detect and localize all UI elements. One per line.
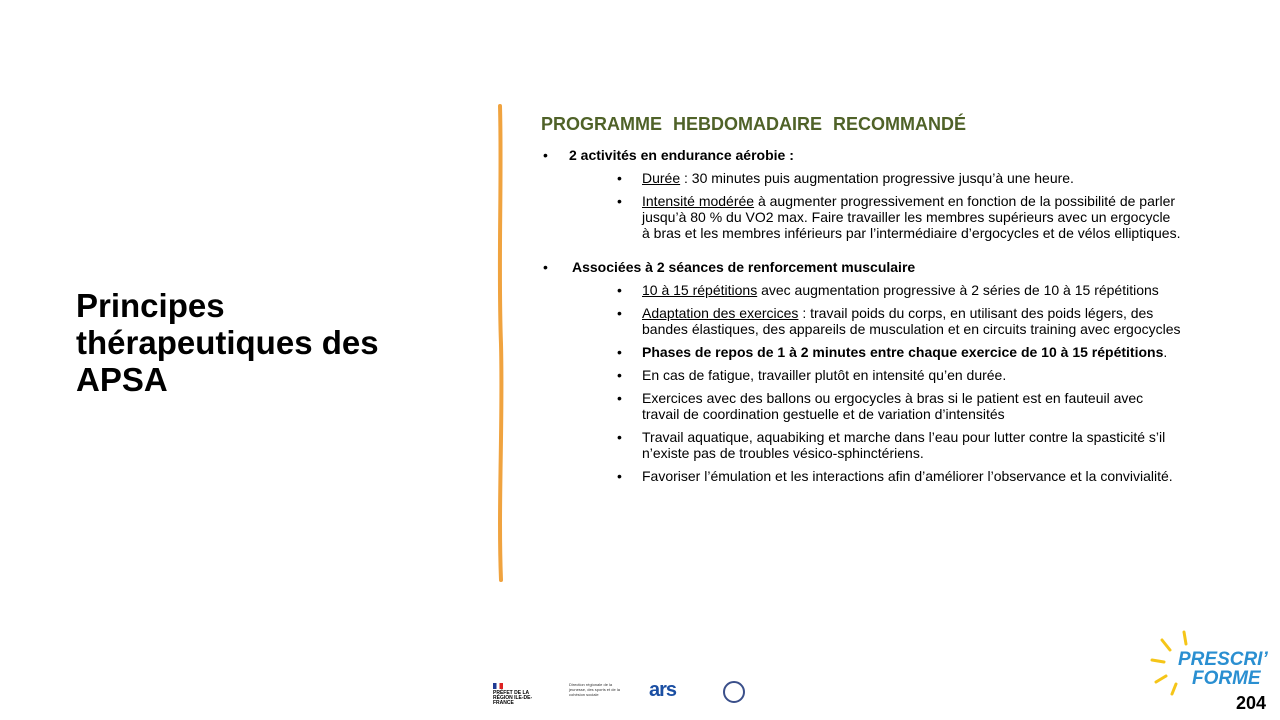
slide-title: Principes thérapeutiques des APSA: [76, 287, 379, 398]
item-text: : 30 minutes puis augmentation progressive jusqu’à une heure.: [680, 170, 1074, 186]
list-item: [569, 429, 1181, 461]
strength-label: Associées à 2 séances de renforcement musculaire: [572, 259, 916, 275]
item-text: avec augmentation progressive à 2 séries de 10 à 15 répétitions: [757, 282, 1159, 298]
item-text: .: [1163, 344, 1168, 360]
bullet: •: [617, 344, 622, 360]
item-text: Travail aquatique, aquabiking et marche dans l’eau pour lutter contre la spasticité s’il n’existe pas de troubles vésico-sphinctériens.: [642, 429, 1166, 461]
bullet: •: [617, 367, 622, 383]
list-item: [569, 367, 1181, 383]
list-item: [569, 344, 1181, 360]
item-text: : travail poids du corps, en utilisant des poids légers, des bandes élastiques, des appareils de musculation et en circuits training avec ergocycles: [642, 305, 1181, 337]
item-lead: 10 à 15 répétitions: [642, 282, 758, 298]
brand-line1: PRESCRI’: [1178, 649, 1268, 670]
list-item: [569, 305, 1181, 337]
item-lead: Durée: [642, 170, 681, 186]
item-text: à augmenter progressivement en fonction de la possibilité de parler jusqu’à 80 % du VO2 max. Faire travailler les membres supérieurs avec un ergocycle à bras et les membres inférieurs par l’intermédiaire d’ergocycles et de vélos elliptiques.: [642, 193, 1181, 241]
brand-text: [1178, 650, 1268, 688]
item-bold: Phases de repos de 1 à 2 minutes entre chaque exercice de 10 à 15 répétitions: [642, 344, 1164, 360]
bullet: •: [543, 259, 548, 275]
drjscs-logo: Direction régionale de la jeunesse, des sports et de la cohésion sociale: [569, 682, 620, 697]
list-item: [569, 390, 1181, 422]
item-text: Favoriser l’émulation et les interactions afin d’améliorer l’observance et la convivialité.: [642, 468, 1173, 484]
list-item: [541, 147, 1181, 241]
bullet: •: [617, 468, 622, 484]
bullet: •: [617, 429, 622, 445]
seal-logo: [719, 679, 749, 715]
item-lead: Intensité modérée: [642, 193, 755, 209]
bullet: •: [617, 193, 622, 209]
bullet: •: [617, 305, 622, 321]
item-lead: Adaptation des exercices: [642, 305, 799, 321]
item-text: Exercices avec des ballons ou ergocycles à bras si le patient est en fauteuil avec travail de coordination gestuelle et de variation d’intensités: [642, 390, 1144, 422]
orange-divider-line: [493, 104, 507, 582]
bullet: •: [543, 147, 548, 163]
list-item: [569, 468, 1181, 484]
list-item: [541, 259, 1181, 484]
list-item: [569, 170, 1181, 186]
item-text: En cas de fatigue, travailler plutôt en intensité qu’en durée.: [642, 367, 1007, 383]
endurance-label: 2 activités en endurance aérobie :: [569, 147, 794, 163]
list-item: [569, 282, 1181, 298]
french-flag-icon: [493, 683, 503, 689]
ars-logo: [649, 679, 699, 715]
bullet: •: [617, 282, 622, 298]
partner-logos: [489, 678, 774, 716]
page-number: 204: [1235, 693, 1266, 713]
bullet: •: [617, 390, 622, 406]
section-heading: PROGRAMME HEBDOMADAIRE RECOMMANDÉ: [541, 114, 966, 134]
ars-logo-text: ars: [649, 679, 677, 701]
bullet: •: [617, 170, 622, 186]
content-area: [541, 113, 1181, 484]
seal-icon: [723, 681, 745, 703]
prefet-logo: [489, 679, 549, 715]
prefet-logo-text: PRÉFET DE LA RÉGION ILE-DE-FRANCE: [493, 690, 533, 706]
list-item: [569, 193, 1181, 241]
brand-line2: FORME: [1192, 668, 1261, 689]
